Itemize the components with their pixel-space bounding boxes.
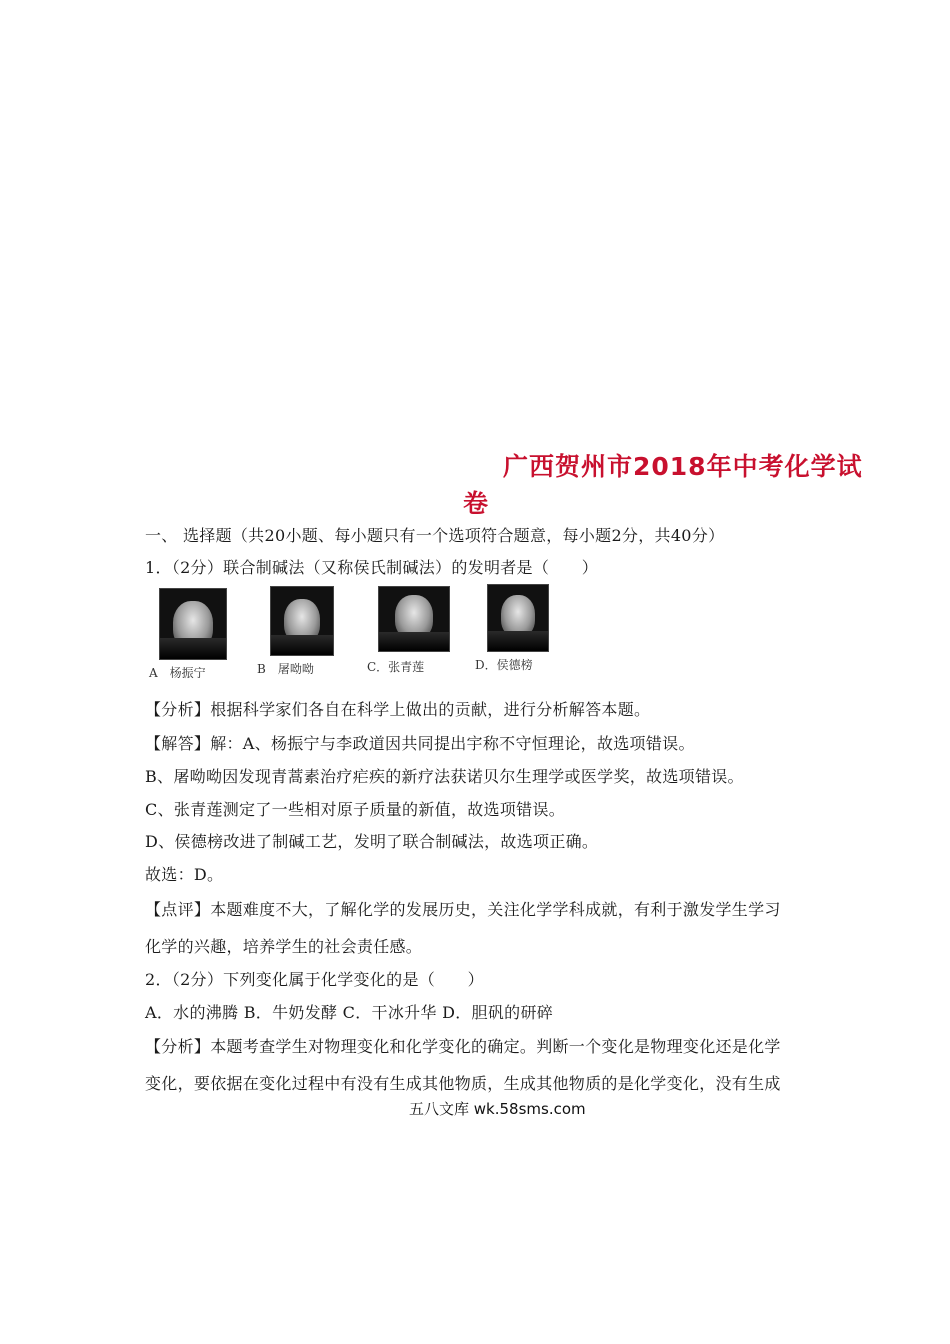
page-footer: 五八文库 wk.58sms.com: [409, 1100, 586, 1118]
photo-option-a: [159, 588, 227, 660]
document-title-line-2: 卷: [463, 489, 490, 518]
question-1-comment-line-2: 化学的兴趣，培养学生的社会责任感。: [145, 937, 423, 956]
option-a-caption: A 杨振宁: [149, 666, 206, 680]
photo-option-c: [378, 586, 450, 652]
scientist-photos: [145, 580, 565, 680]
question-1-option-d-explanation: D、侯德榜改进了制碱工艺，发明了联合制碱法，故选项正确。: [145, 832, 599, 851]
document-title-line-1: 广西贺州市2018年中考化学试: [503, 452, 863, 481]
question-2-analysis-line-2: 变化，要依据在变化过程中有没有生成其他物质，生成其他物质的是化学变化，没有生成: [145, 1074, 781, 1093]
question-1-analysis: 【分析】根据科学家们各自在科学上做出的贡献，进行分析解答本题。: [145, 700, 651, 719]
question-2-options: A．水的沸腾 B．牛奶发酵 C．干冰升华 D．胆矾的研碎: [145, 1003, 554, 1022]
question-1-choice: 故选：D。: [145, 865, 224, 884]
photo-option-b: [270, 586, 334, 656]
question-1-answer: 【解答】解：A、杨振宁与李政道因共同提出宇称不守恒理论，故选项错误。: [145, 734, 695, 753]
photo-option-d: [487, 584, 549, 652]
section-heading: 一、 选择题（共20小题、每小题只有一个选项符合题意，每小题2分，共40分）: [145, 526, 725, 545]
question-1-option-c-explanation: C、张青莲测定了一些相对原子质量的新值，故选项错误。: [145, 800, 566, 819]
option-c-caption: C．张青莲: [367, 660, 425, 674]
question-1-option-b-explanation: B、屠呦呦因发现青蒿素治疗疟疾的新疗法获诺贝尔生理学或医学奖，故选项错误。: [145, 767, 744, 786]
question-1-comment-line-1: 【点评】本题难度不大，了解化学的发展历史，关注化学学科成就，有利于激发学生学习: [145, 900, 781, 919]
question-1-stem: 1．（2分）联合制碱法（又称侯氏制碱法）的发明者是（ ）: [145, 558, 599, 577]
option-b-caption: B 屠呦呦: [257, 662, 314, 676]
option-d-caption: D．侯德榜: [475, 658, 533, 672]
question-2-stem: 2．（2分）下列变化属于化学变化的是（ ）: [145, 970, 484, 989]
question-2-analysis-line-1: 【分析】本题考查学生对物理变化和化学变化的确定。判断一个变化是物理变化还是化学: [145, 1037, 781, 1056]
